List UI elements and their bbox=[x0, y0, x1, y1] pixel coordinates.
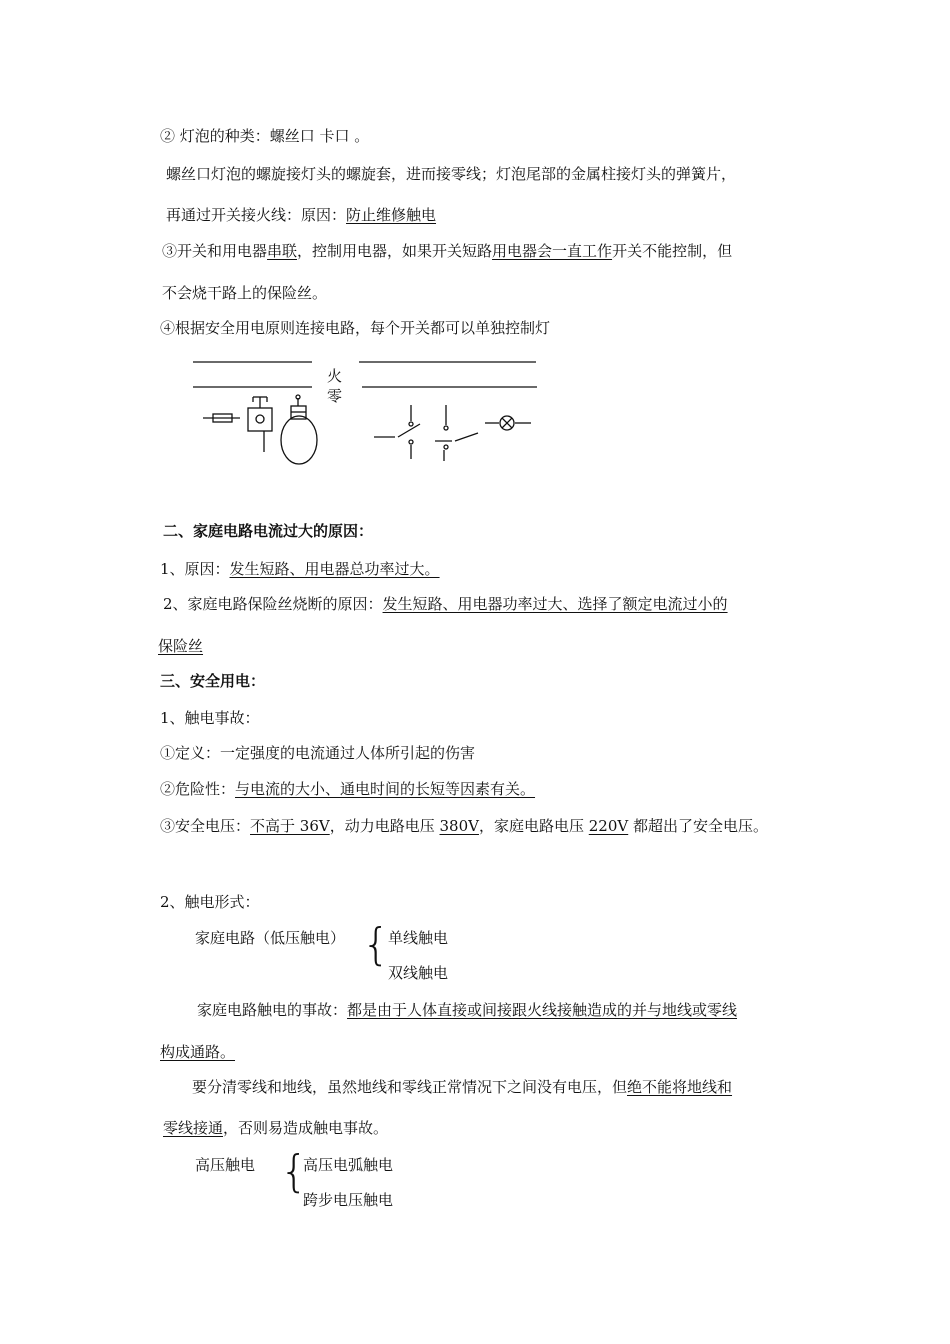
high-voltage-brace: { bbox=[280, 1146, 308, 1197]
fuse-blown-answer: 发生短路、用电器功率过大、选择了额定电流过小的 bbox=[382, 595, 728, 613]
shock-definition-line: ①定义：一定强度的电流通过人体所引起的伤害 bbox=[160, 744, 476, 762]
ground-neutral-text: 要分清零线和地线，虽然地线和零线正常情况下之间没有电压，但 bbox=[192, 1078, 628, 1096]
shock-danger-line bbox=[160, 779, 535, 799]
power-voltage-value: 380V bbox=[439, 817, 479, 835]
accident-prefix: 家庭电路触电的事故： bbox=[197, 1001, 348, 1019]
switch-symbol-1 bbox=[374, 405, 420, 459]
safe-voltage-prefix: ③安全电压： bbox=[160, 817, 251, 835]
ground-neutral-warning: ，否则易造成触电事故。 bbox=[223, 1119, 389, 1137]
low-voltage-label: 家庭电路（低压触电） bbox=[195, 929, 346, 947]
electric-shock-item: 1、触电事故： bbox=[160, 709, 260, 727]
switch-symbol-2 bbox=[435, 405, 478, 461]
switch-answer-1: 串联 bbox=[267, 242, 298, 260]
accident-answer: 都是由于人体直接或间接跟火线接触造成的并与地线或零线 bbox=[347, 1001, 738, 1019]
safe-voltage-line bbox=[160, 816, 768, 836]
neutral-label: 零 bbox=[327, 387, 343, 405]
switch-text-1: ③开关和用电器 bbox=[162, 242, 268, 260]
danger-prefix: ②危险性： bbox=[160, 780, 236, 798]
bulb-symbol bbox=[281, 395, 317, 464]
safe-voltage-value: 不高于 36V bbox=[250, 817, 330, 835]
switch-answer-2: 用电器会一直工作 bbox=[492, 242, 613, 260]
reason-answer: 防止维修触电 bbox=[346, 206, 437, 224]
home-voltage-value: 220V bbox=[588, 817, 629, 835]
ground-neutral-line bbox=[192, 1077, 732, 1097]
socket-symbol bbox=[248, 397, 272, 452]
switch-text-2: ，控制用电器，如果开关短路 bbox=[297, 242, 493, 260]
fuse-blown-prefix: 2、家庭电路保险丝烧断的原因： bbox=[163, 595, 383, 613]
power-voltage-text: ，动力电路电压 bbox=[329, 817, 440, 835]
high-voltage-label: 高压触电 bbox=[195, 1156, 256, 1174]
danger-answer: 与电流的大小、通电时间的长短等因素有关。 bbox=[235, 780, 536, 798]
section-two-heading: 二、家庭电路电流过大的原因： bbox=[163, 522, 374, 540]
screw-lamp-line: 螺丝口灯泡的螺旋接灯头的螺旋套，进而接零线；灯泡尾部的金属柱接灯头的弹簧片， bbox=[166, 165, 737, 183]
switch-text-3: 开关不能控制，但 bbox=[612, 242, 733, 260]
ground-neutral-answer: 绝不能将地线和 bbox=[627, 1078, 733, 1096]
home-voltage-text: ，家庭电路电压 bbox=[478, 817, 589, 835]
fuse-line: 不会烧干路上的保险丝。 bbox=[162, 284, 328, 302]
fuse-blown-line bbox=[163, 594, 728, 614]
wiring-task-line: ④根据安全用电原则连接电路，每个开关都可以单独控制灯 bbox=[160, 319, 551, 337]
voltage-conclusion: 都超出了安全电压。 bbox=[628, 817, 768, 835]
arc-shock: 高压电弧触电 bbox=[303, 1156, 394, 1174]
wiring-diagram bbox=[0, 0, 950, 480]
fuse-blown-continued: 保险丝 bbox=[158, 637, 204, 655]
reason-prefix: 再通过开关接火线：原因： bbox=[166, 206, 347, 224]
live-label: 火 bbox=[327, 367, 343, 385]
ground-neutral-answer-cont: 零线接通 bbox=[163, 1119, 224, 1137]
cause-prefix: 1、原因： bbox=[160, 560, 230, 578]
single-wire-shock: 单线触电 bbox=[388, 929, 449, 947]
lamp-symbol bbox=[485, 416, 531, 430]
fuse-symbol bbox=[203, 414, 240, 422]
overcurrent-cause-line bbox=[160, 559, 440, 579]
cause-answer: 发生短路、用电器总功率过大。 bbox=[229, 560, 440, 578]
home-shock-accident-line bbox=[197, 1000, 737, 1020]
ground-neutral-continued bbox=[163, 1118, 388, 1138]
accident-continued: 构成通路。 bbox=[160, 1043, 236, 1061]
section-three-heading: 三、安全用电： bbox=[160, 672, 266, 690]
low-voltage-brace: { bbox=[362, 919, 390, 970]
double-wire-shock: 双线触电 bbox=[388, 964, 449, 982]
step-voltage-shock: 跨步电压触电 bbox=[303, 1191, 394, 1209]
lamp-types-text: ② 灯泡的种类：螺丝口 卡口 。 bbox=[160, 127, 370, 145]
shock-forms-item: 2、触电形式： bbox=[160, 893, 260, 911]
